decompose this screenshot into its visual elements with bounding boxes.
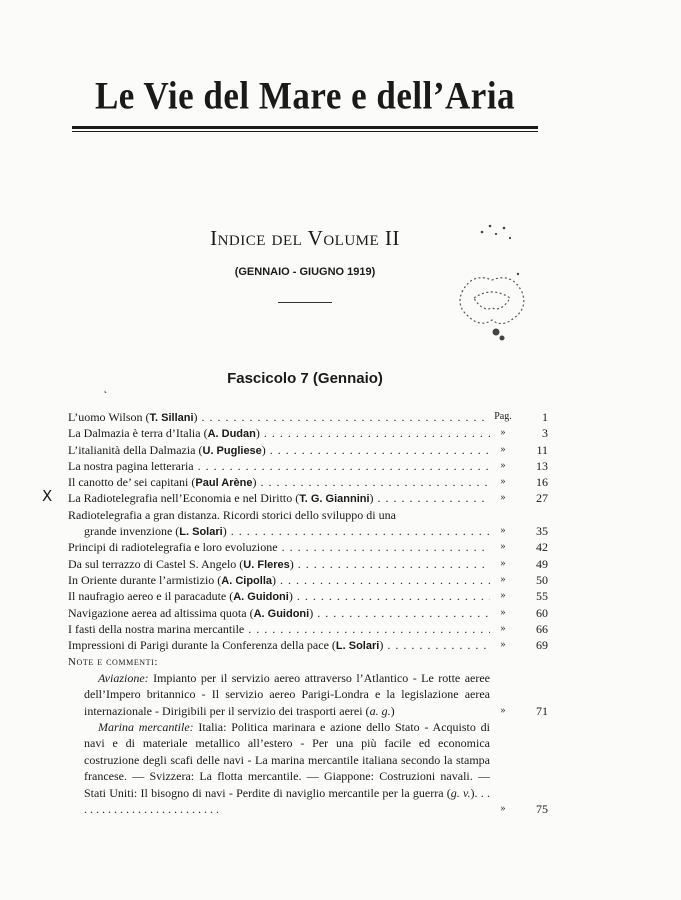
entry-page-mark: » xyxy=(500,427,506,439)
entry-author: A. Cipolla xyxy=(221,574,273,587)
note-signature: g. v. xyxy=(450,785,471,800)
entry-title: Da sul terrazzo di Castel S. Angelo ( xyxy=(68,556,244,571)
notes-heading: Note e commenti: xyxy=(68,656,159,669)
toc-entry-text xyxy=(68,638,383,652)
fascicle-title: Fascicolo 7 (Gennaio) xyxy=(227,370,383,387)
entry-title: Navigazione aerea ad altissima quota ( xyxy=(68,605,254,620)
toc-entry-text xyxy=(68,557,294,571)
toc-entry-line xyxy=(68,409,490,425)
toc-entries xyxy=(68,409,548,653)
toc-entry-line xyxy=(68,572,490,588)
entry-title: Principi di radiotelegrafia e loro evoluzione xyxy=(68,540,278,555)
toc-entry xyxy=(68,556,548,572)
entry-close: ) xyxy=(288,589,293,604)
entry-page-number: 35 xyxy=(536,524,548,539)
toc-entry-line xyxy=(68,588,490,604)
entry-page-mark: » xyxy=(500,639,506,651)
toc-entry-text xyxy=(68,426,260,440)
entry-page-number: 42 xyxy=(536,540,548,555)
toc-note xyxy=(68,670,548,719)
volume-period: (GENNAIO - GIUGNO 1919) xyxy=(234,266,376,278)
toc-entry xyxy=(68,490,548,506)
note-label: Aviazione: xyxy=(98,670,149,685)
entry-page-number: 11 xyxy=(536,442,548,457)
table-of-contents xyxy=(68,409,548,817)
toc-entry xyxy=(68,425,548,441)
toc-entry xyxy=(68,637,548,653)
entry-page-mark: » xyxy=(500,622,506,634)
entry-close: ) xyxy=(289,556,294,571)
entry-page-mark: » xyxy=(500,492,506,504)
note-page-mark: » xyxy=(500,803,506,815)
entry-page-mark: » xyxy=(500,525,506,537)
toc-entry xyxy=(68,458,548,474)
entry-page-number: 60 xyxy=(536,605,548,620)
note-body: Impianto per il servizio aereo attraverso l’Atlantico - Le rotte aeree dell’Impero britannico - Il servizio aereo Parigi-Londra e la legislazione aerea internazionale - Dirigibili per il servizio dei trasporti aerei ( xyxy=(84,670,490,718)
entry-title: I fasti della nostra marina mercantile xyxy=(68,621,245,636)
toc-entry-line xyxy=(68,605,490,621)
entry-close: ) xyxy=(193,410,198,424)
volume-title: Indice del Volume II xyxy=(210,226,400,250)
toc-entry-text xyxy=(68,475,256,489)
toc-entry-text xyxy=(68,410,198,424)
entry-title: L’uomo Wilson ( xyxy=(68,410,150,424)
toc-entry xyxy=(68,605,548,621)
margin-mark: X xyxy=(42,487,53,505)
note-page xyxy=(490,801,548,817)
toc-entry-line xyxy=(68,539,490,555)
entry-page-number: 55 xyxy=(536,589,548,604)
entry-close: ) xyxy=(272,572,277,587)
entry-title: L’italianità della Dalmazia ( xyxy=(68,442,203,457)
note-body: Italia: Politica marinara e azione dello Stato - Acquisto di navi e di materiale metallico all’estero - Per una più facile ed economica costruzione degli scafi delle navi - La marina mercantile italiana secondo la stampa francese. — Svizzera: La flotta mercantile. — Giappone: Costruzioni navali. — Stati Uniti: Il bisogno di navi - Perdite di naviglio mercantile per la guerra ( xyxy=(84,719,490,800)
entry-page-mark: Pag. xyxy=(494,411,512,422)
entry-page-mark: » xyxy=(500,573,506,585)
note-page-number: 71 xyxy=(536,703,548,718)
entry-page-number: 3 xyxy=(542,426,548,441)
toc-entry-line xyxy=(68,523,490,539)
note-label: Marina mercantile: xyxy=(98,719,194,734)
journal-title: Le Vie del Mare e dell’Aria xyxy=(94,74,516,118)
toc-entry-line xyxy=(68,507,490,523)
toc-entry xyxy=(68,588,548,604)
entry-page-mark: » xyxy=(500,476,506,488)
toc-entry-line xyxy=(68,556,490,572)
entry-page-number: 66 xyxy=(536,621,548,636)
toc-note-text xyxy=(68,719,490,817)
toc-note-text xyxy=(68,670,490,719)
entry-author: A. Dudan xyxy=(207,428,256,441)
note-signature: a. g. xyxy=(369,703,391,718)
entry-title: grande invenzione ( xyxy=(84,524,180,539)
toc-entry xyxy=(68,442,548,458)
note-page-mark: » xyxy=(500,704,506,716)
toc-entry-text xyxy=(68,622,244,636)
toc-entry-line xyxy=(68,621,490,637)
entry-page-mark: » xyxy=(500,443,506,455)
note-page xyxy=(490,703,548,719)
toc-entry-line xyxy=(68,637,490,653)
entry-author: U. Pugliese xyxy=(202,444,262,457)
toc-entry xyxy=(68,523,548,539)
entry-page-mark: » xyxy=(500,606,506,618)
toc-entry xyxy=(68,572,548,588)
entry-title: Il canotto de’ sei capitani ( xyxy=(68,475,196,490)
toc-entry-text xyxy=(68,540,278,554)
toc-entry xyxy=(68,507,548,523)
toc-entry-line xyxy=(68,490,490,506)
entry-author: T. G. Giannini xyxy=(299,493,370,506)
entry-page-number: 16 xyxy=(536,475,548,490)
note-close: ) xyxy=(390,703,395,718)
entry-close: ) xyxy=(222,524,227,539)
toc-note xyxy=(68,719,548,817)
toc-entry-line xyxy=(68,442,490,458)
toc-entry-line xyxy=(68,458,490,474)
entry-title: La nostra pagina letteraria xyxy=(68,458,194,473)
entry-title: Radiotelegrafia a gran distanza. Ricordi storici dello sviluppo di una xyxy=(68,507,396,522)
entry-page-number: 1 xyxy=(542,410,548,424)
entry-author: L. Solari xyxy=(335,640,380,653)
toc-entry-text xyxy=(68,589,293,603)
entry-title: Il naufragio aereo e il paracadute ( xyxy=(68,589,234,604)
title-rule-thick xyxy=(72,126,538,129)
toc-entry-text xyxy=(68,573,276,587)
entry-page-mark: » xyxy=(500,590,506,602)
library-stamp-icon xyxy=(452,212,532,352)
entry-title: Impressioni di Parigi durante la Conferenza della pace ( xyxy=(68,638,336,653)
entry-page-mark: » xyxy=(500,459,506,471)
entry-title: In Oriente durante l’armistizio ( xyxy=(68,572,222,587)
notes-heading-row xyxy=(68,653,548,669)
separator-rule xyxy=(278,302,332,303)
entry-page-mark: » xyxy=(500,557,506,569)
entry-page-number: 69 xyxy=(536,638,548,653)
toc-entry xyxy=(68,539,548,555)
entry-author: U. Fleres xyxy=(243,558,290,571)
entry-close: ) xyxy=(309,605,314,620)
entry-page-number: 49 xyxy=(536,556,548,571)
title-rule-thin xyxy=(72,131,538,132)
margin-tick: ˛ xyxy=(104,383,108,394)
toc-entry-line xyxy=(68,425,490,441)
entry-close: ) xyxy=(369,491,374,506)
toc-entry-line xyxy=(68,474,490,490)
note-page-number: 75 xyxy=(536,802,548,817)
entry-close: ) xyxy=(379,638,384,653)
toc-entry xyxy=(68,409,548,425)
entry-author: Paul Arène xyxy=(195,477,253,490)
entry-title: La Dalmazia è terra d’Italia ( xyxy=(68,426,208,441)
toc-entry-text xyxy=(68,524,227,538)
entry-page-number: 27 xyxy=(536,491,548,506)
toc-entry-text xyxy=(68,508,396,522)
entry-page-mark: » xyxy=(500,541,506,553)
entry-title: La Radiotelegrafia nell’Economia e nel Diritto ( xyxy=(68,491,300,506)
entry-close: ) xyxy=(252,475,257,490)
note-close: ). xyxy=(470,785,478,800)
toc-entry xyxy=(68,621,548,637)
toc-entry-text xyxy=(68,443,266,457)
toc-entry-text xyxy=(68,491,374,505)
entry-author: L. Solari xyxy=(179,526,223,539)
toc-entry-text xyxy=(68,606,313,620)
toc-entry-text xyxy=(68,459,194,473)
toc-notes xyxy=(68,670,548,818)
entry-author: A. Guidoni xyxy=(233,591,289,604)
entry-author: A. Guidoni xyxy=(253,607,310,620)
entry-page-number: 50 xyxy=(536,572,548,587)
entry-page-number: 13 xyxy=(536,458,548,473)
entry-close: ) xyxy=(255,426,260,441)
entry-author: T. Sillani xyxy=(149,412,194,424)
entry-close: ) xyxy=(261,442,266,457)
toc-entry xyxy=(68,474,548,490)
note-dots: . . . . . . . . . . . . . . . . . . . . . . . . . xyxy=(84,785,491,816)
